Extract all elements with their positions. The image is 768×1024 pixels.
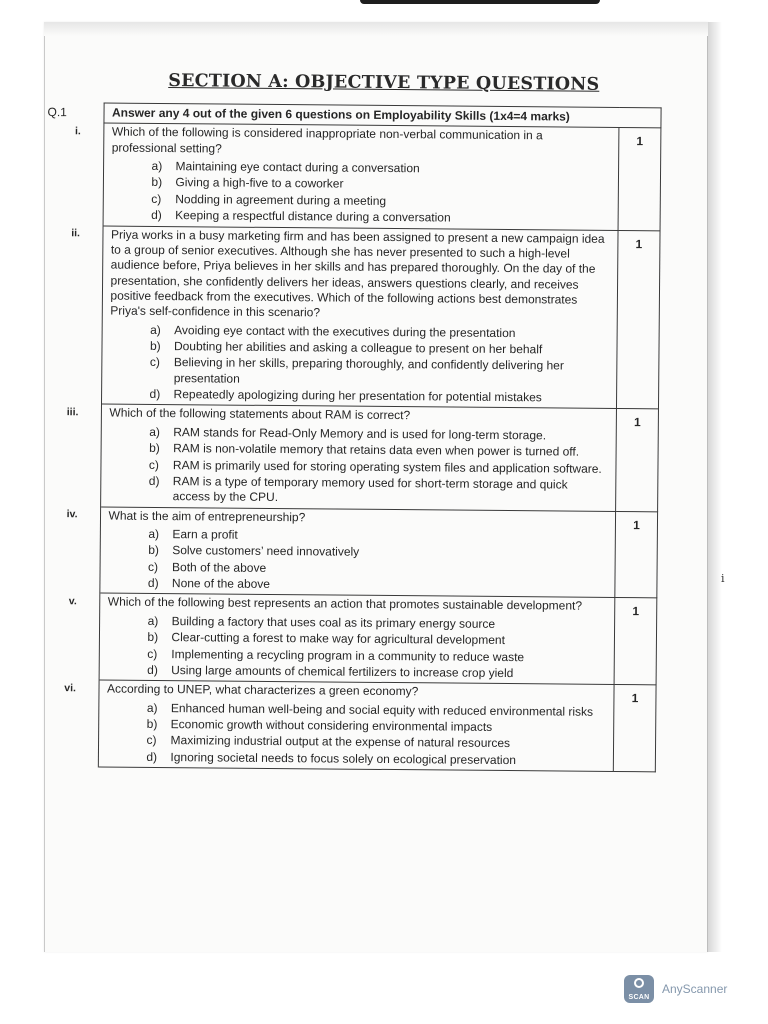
option-list <box>149 425 608 509</box>
question-marks: 1 <box>618 128 661 231</box>
option-list <box>147 614 606 682</box>
scanner-watermark <box>624 975 744 1003</box>
option-label: b) <box>148 543 159 558</box>
option-label: a) <box>148 526 160 541</box>
option-label: a) <box>149 424 160 439</box>
option-item <box>150 387 609 406</box>
question-number: Q.1 <box>47 104 67 119</box>
option-label: d) <box>148 473 160 488</box>
question-row <box>44 404 658 512</box>
question-text: According to UNEP, what characterizes a green economy? <box>106 681 419 699</box>
option-label: b) <box>149 338 161 354</box>
question-body <box>99 593 615 684</box>
scanner-logo-lens <box>634 978 644 988</box>
option-text: RAM is non-volatile memory that retains data even when power is turned off. <box>173 441 580 459</box>
option-text: Enhanced human well-being and social equity with reduced environmental risks <box>170 700 594 719</box>
scanner-logo-label: SCAN <box>628 994 650 1001</box>
option-item <box>146 750 605 769</box>
question-marks: 1 <box>616 409 659 512</box>
option-text: Maintaining eye contact during a conversation <box>175 159 420 176</box>
option-text: Building a factory that uses coal as its primary energy source <box>171 613 496 631</box>
option-text: Solve customers’ need innovatively <box>172 543 360 560</box>
option-text: Both of the above <box>172 559 267 575</box>
option-text: Keeping a respectful distance during a conversation <box>175 208 451 225</box>
question-body <box>98 680 614 771</box>
option-label: d) <box>147 575 159 591</box>
option-list <box>150 323 609 407</box>
option-label: c) <box>149 355 160 370</box>
option-text: Giving a high-five to a coworker <box>175 175 344 192</box>
question-roman-cell <box>44 404 101 507</box>
option-label: b) <box>149 441 160 456</box>
option-text: Economic growth without considering environmental impacts <box>170 717 493 734</box>
section-title: SECTION A: OBJECTIVE TYPE QUESTIONS <box>168 71 600 95</box>
question-text: Priya works in a busy marketing firm and has been assigned to present a new campaign idea to a group of senior executives. Although she has never presented to such a high-level audience before, Priya believes in her skills and has prepared thoroughly. On the day of the presentation, she confidently delivers her ideas, answers questions clearly, and receives positive feedback from the executives. Which of the following actions best demonstrates Priya's self-confidence in this scenario? <box>110 227 605 320</box>
question-row <box>45 225 660 409</box>
question-roman-cell <box>45 225 103 404</box>
option-text: Maximizing industrial output at the expense of natural resources <box>170 733 511 751</box>
option-item <box>147 663 606 682</box>
option-label: a) <box>147 613 159 628</box>
option-text: Earn a profit <box>172 527 238 542</box>
option-label: c) <box>147 646 158 661</box>
question-roman-number: ii. <box>71 227 81 240</box>
scan-page-fold <box>44 22 708 36</box>
option-label: d) <box>147 662 158 677</box>
question-table <box>42 102 662 772</box>
option-text: Implementing a recycling program in a community to reduce waste <box>171 646 525 664</box>
scanner-brand-name: AnyScanner <box>662 982 728 996</box>
question-roman-number: iii. <box>66 406 79 419</box>
question-text: Which of the following is considered inappropriate non-verbal communication in a professional setting? <box>111 124 543 156</box>
question-row <box>47 123 661 231</box>
question-row <box>43 593 657 685</box>
option-item <box>150 355 609 390</box>
option-text: None of the above <box>171 576 271 592</box>
option-label: c) <box>148 457 160 472</box>
question-marks: 1 <box>614 598 657 685</box>
scan-right-shadow <box>708 22 722 952</box>
question-roman-cell <box>42 680 99 767</box>
option-list <box>148 527 607 595</box>
option-text: Avoiding eye contact with the executives during the presentation <box>174 322 516 340</box>
option-label: a) <box>146 700 158 715</box>
question-body <box>101 225 618 408</box>
question-marks: 1 <box>616 230 660 409</box>
option-label: a) <box>150 322 161 337</box>
question-body <box>100 404 616 511</box>
question-roman-cell <box>43 506 100 593</box>
option-label: b) <box>146 716 158 731</box>
question-marks: 1 <box>615 511 658 598</box>
question-row <box>42 680 656 772</box>
option-text: Doubting her abilities and asking a colleague to present on her behalf <box>173 339 543 357</box>
option-label: c) <box>146 733 157 748</box>
option-text: Clear-cutting a forest to make way for agricultural development <box>171 630 506 648</box>
option-text: Ignoring societal needs to focus solely on ecological preservation <box>170 749 517 767</box>
question-list <box>42 123 661 772</box>
option-text: RAM stands for Read-Only Memory and is used for long-term storage. <box>173 424 547 443</box>
question-marks: 1 <box>613 685 656 772</box>
option-text: Repeatedly apologizing during her presentation for potential mistakes <box>173 387 542 405</box>
question-text: Which of the following best represents an action that promotes sustainable development? <box>107 594 583 614</box>
option-label: d) <box>151 208 162 223</box>
option-text: RAM is primarily used for storing operating system files and application software. <box>172 457 602 476</box>
option-item <box>149 474 608 509</box>
question-roman-cell <box>47 123 104 226</box>
option-list <box>151 159 610 227</box>
question-roman-cell <box>43 593 100 680</box>
option-label: d) <box>149 387 161 402</box>
option-item <box>151 208 610 227</box>
option-text: Using large amounts of chemical fertilizers to increase crop yield <box>171 662 514 680</box>
option-label: a) <box>151 158 163 174</box>
question-roman-number: i. <box>74 125 81 138</box>
option-label: c) <box>151 191 162 206</box>
instruction-text: Answer any 4 out of the given 6 questions on Employability Skills (1x4=4 marks) <box>103 103 661 128</box>
option-text: Nodding in agreement during a meeting <box>175 191 387 208</box>
option-text: RAM is a type of temporary memory used for short-term storage and quick access by the CPU. <box>172 474 568 505</box>
question-roman-number: vi. <box>64 681 77 694</box>
question-paper <box>42 60 668 772</box>
question-body <box>103 123 619 230</box>
scanner-logo-icon <box>624 975 654 1003</box>
next-page-edge-mark: i <box>721 572 725 585</box>
option-label: c) <box>148 559 159 574</box>
question-text: Which of the following statements about RAM is correct? <box>109 406 411 423</box>
question-body <box>99 507 615 598</box>
option-label: b) <box>151 175 163 190</box>
question-roman-number: iv. <box>66 508 78 521</box>
question-text: What is the aim of entrepreneurship? <box>108 508 306 524</box>
option-label: d) <box>146 749 158 764</box>
option-label: b) <box>147 630 159 645</box>
scan-top-mark <box>360 0 600 4</box>
question-row <box>43 506 657 598</box>
option-text: Believing in her skills, preparing thoroughly, and confidently delivering her presentation <box>173 355 564 386</box>
question-roman-number: v. <box>68 595 77 608</box>
option-item <box>148 576 607 595</box>
option-list <box>146 700 605 768</box>
